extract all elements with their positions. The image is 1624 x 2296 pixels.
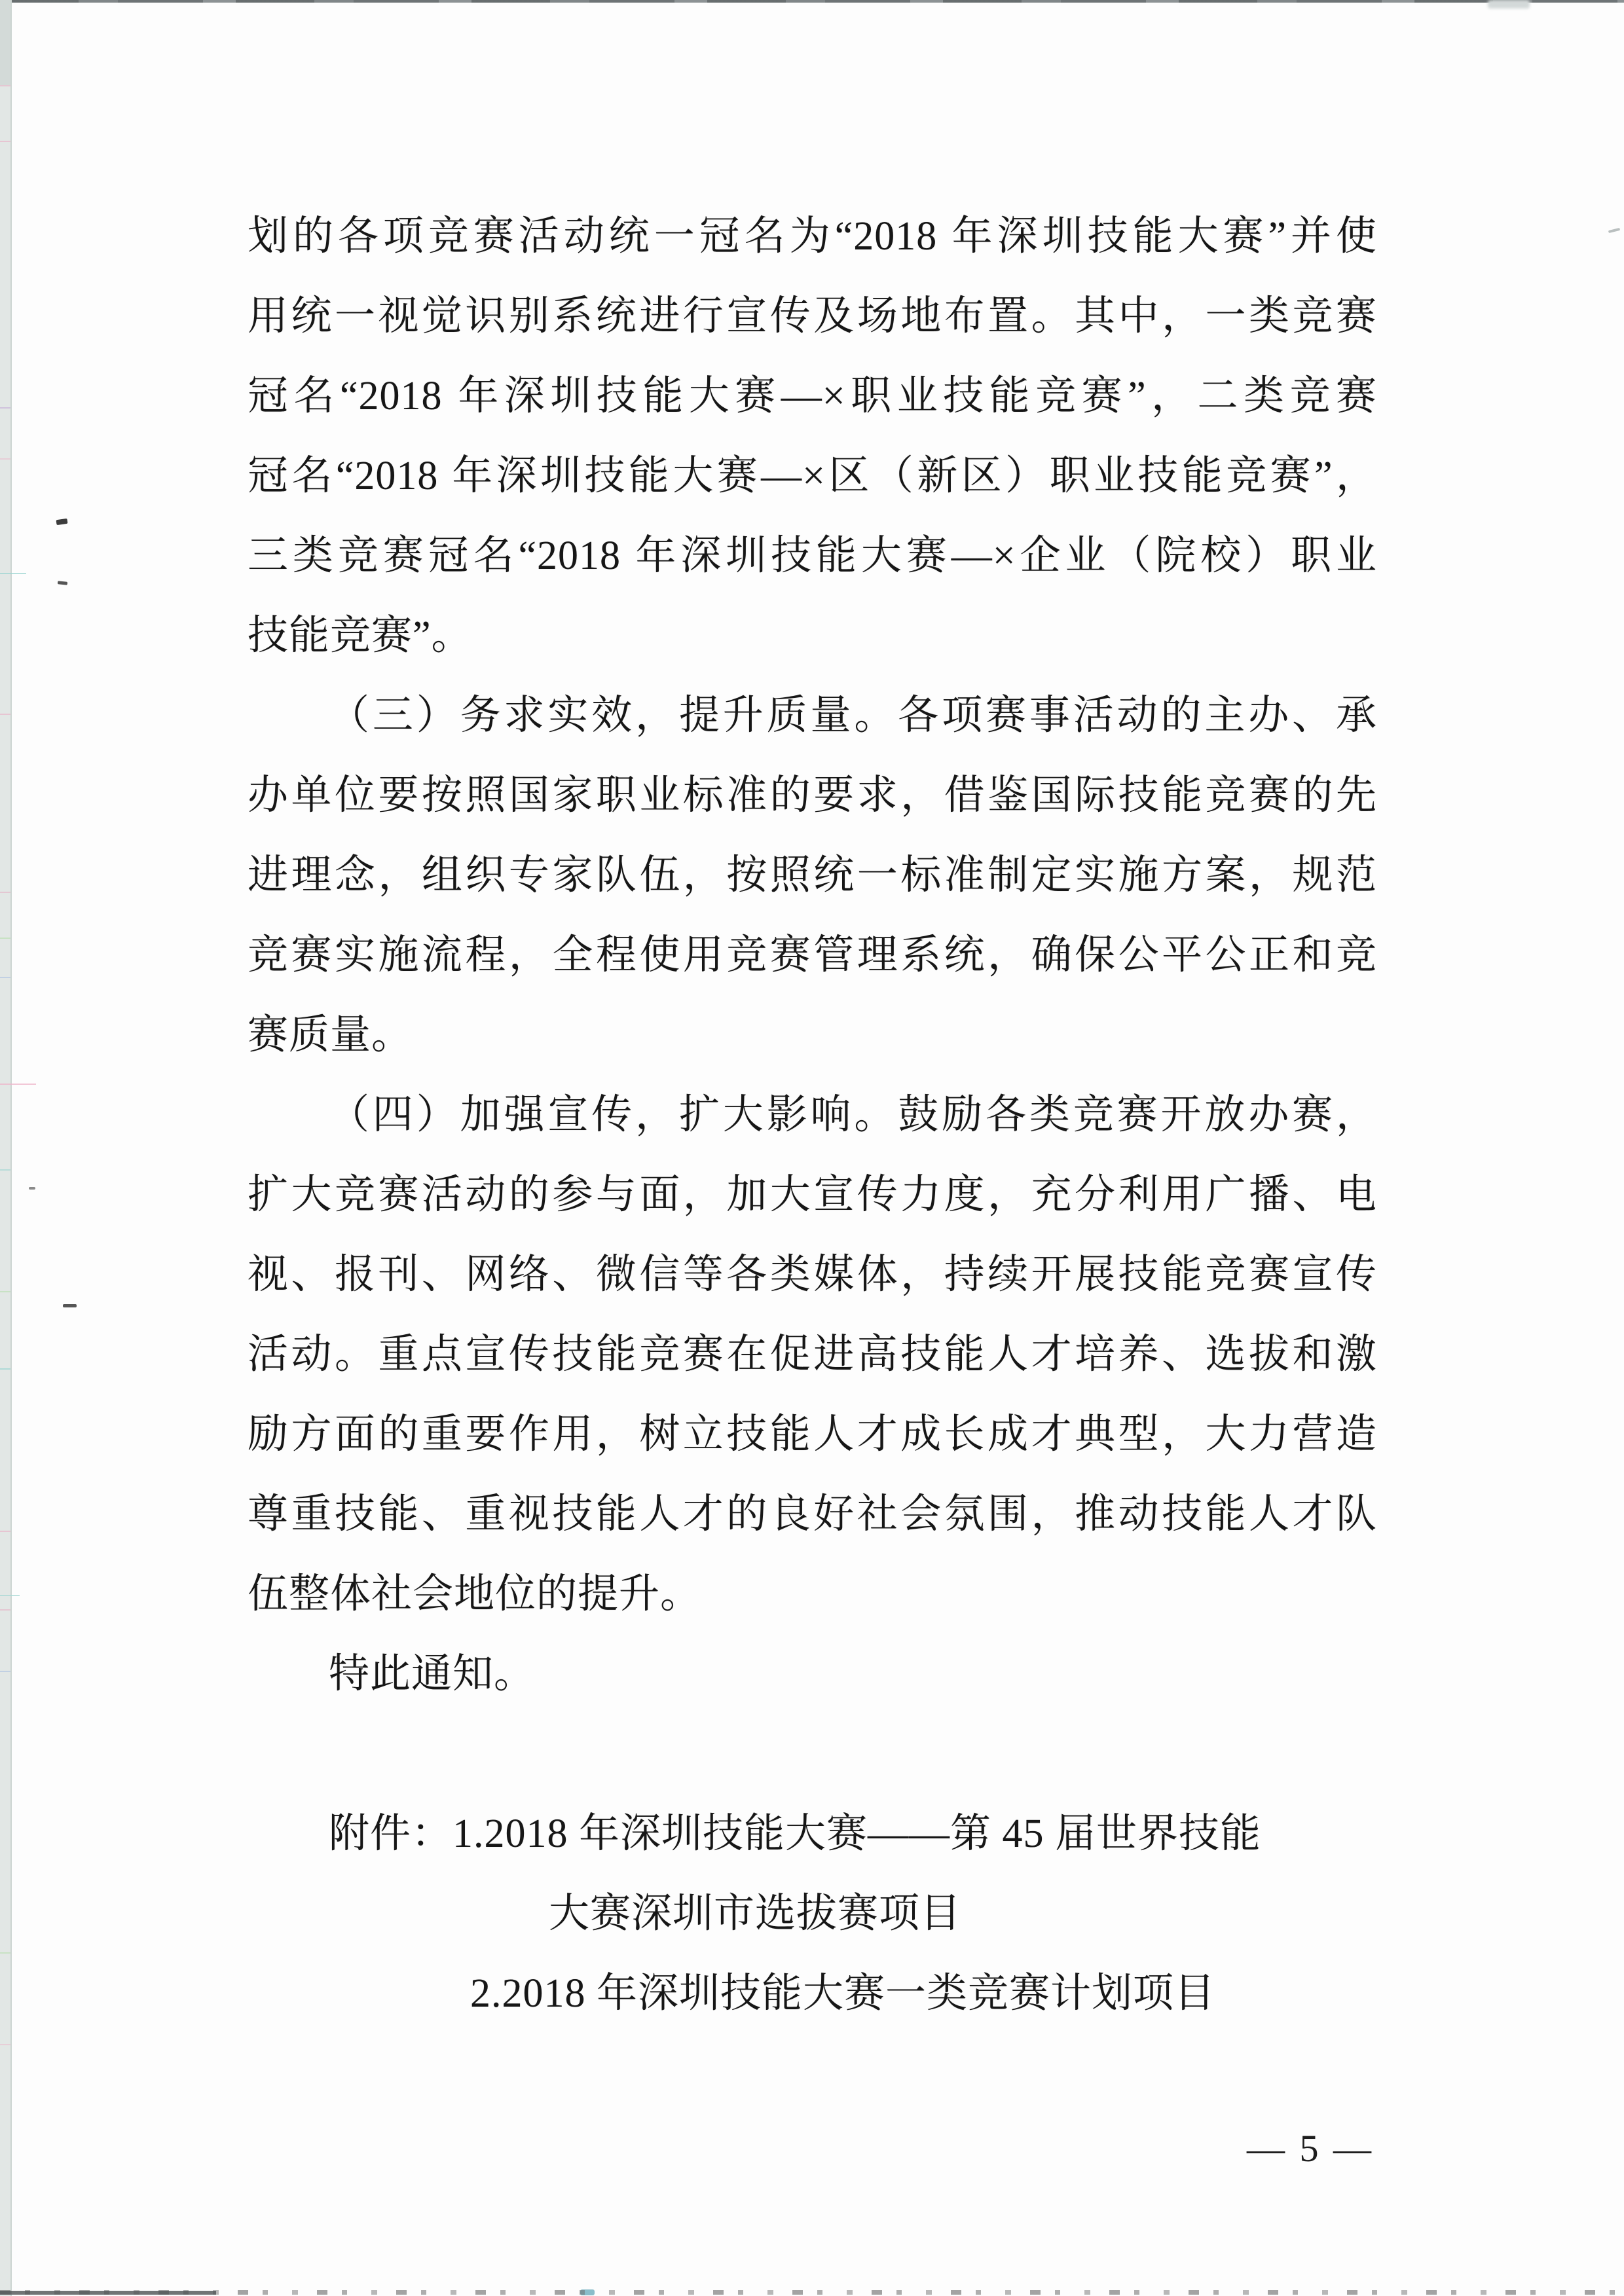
page-number: — 5 — <box>1247 2127 1374 2170</box>
body-line: 进理念，组织专家队伍，按照统一标准制定实施方案，规范 <box>248 853 1377 898</box>
scan-artifact-line <box>0 1368 10 1370</box>
scan-artifact-line <box>0 1084 36 1085</box>
scan-artifact-line <box>0 1531 10 1532</box>
body-line: 伍整体社会地位的提升。 <box>248 1572 702 1616</box>
scan-speck <box>63 1304 77 1307</box>
body-line: 冠名“2018 年深圳技能大赛—×职业技能竞赛”，二类竞赛 <box>248 374 1377 418</box>
scan-edge-bottom-dark <box>0 2291 216 2295</box>
body-line: 用统一视觉识别系统进行宣传及场地布置。其中，一类竞赛 <box>248 294 1377 338</box>
scan-edge-top <box>0 0 1624 3</box>
body-line: 技能竞赛”。 <box>248 613 473 658</box>
scan-strip-left-dark <box>0 0 10 85</box>
paragraph-start-line: （三）务求实效，提升质量。各项赛事活动的主办、承 <box>329 693 1377 738</box>
body-line: 励方面的重要作用，树立技能人才成长成才典型，大力营造 <box>248 1412 1377 1457</box>
scan-artifact-line <box>0 1169 10 1171</box>
body-line: 活动。重点宣传技能竞赛在促进高技能人才培养、选拔和激 <box>248 1332 1377 1377</box>
scan-artifact-line <box>0 938 10 939</box>
body-line: 划的各项竞赛活动统一冠名为“2018 年深圳技能大赛”并使 <box>248 214 1377 259</box>
body-line: 冠名“2018 年深圳技能大赛—×区（新区）职业技能竞赛”， <box>248 454 1377 498</box>
attachment-line-1-cont: 大赛深圳市选拔赛项目 <box>549 1891 962 1936</box>
scan-artifact-line <box>0 85 10 86</box>
scan-artifact-line <box>0 573 26 574</box>
scan-smudge-top-right <box>1488 0 1530 9</box>
attachment-line-2: 2.2018 年深圳技能大赛一类竞赛计划项目 <box>470 1971 1216 2016</box>
body-line: 竞赛实施流程，全程使用竞赛管理系统，确保公平公正和竞 <box>248 933 1377 977</box>
scan-speck <box>58 581 67 585</box>
scan-edge-bottom <box>0 2290 1624 2295</box>
scan-speck <box>56 519 68 525</box>
body-line: 尊重技能、重视技能人才的良好社会氛围，推动技能人才队 <box>248 1492 1377 1537</box>
scan-artifact-line <box>0 977 10 978</box>
body-line: 赛质量。 <box>248 1013 413 1057</box>
scan-artifact-line <box>0 1291 10 1292</box>
scan-strip-left <box>0 0 12 2296</box>
scan-speck <box>1608 228 1620 233</box>
blank-line <box>248 1714 1377 1794</box>
body-line: 办单位要按照国家职业标准的要求，借鉴国际技能竞赛的先 <box>248 773 1377 818</box>
attachment-line-1: 附件：1.2018 年深圳技能大赛——第 45 届世界技能 <box>329 1812 1262 1856</box>
scan-artifact-line <box>0 141 10 142</box>
scan-artifact-line <box>0 714 10 715</box>
scan-artifact-line <box>0 892 10 893</box>
body-line: 视、报刊、网络、微信等各类媒体，持续开展技能竞赛宣传 <box>248 1252 1377 1297</box>
scan-speck <box>29 1187 35 1190</box>
scan-artifact-line <box>0 458 10 460</box>
document-body <box>248 196 1377 2033</box>
scan-artifact-line <box>0 1595 20 1596</box>
scan-artifact-line <box>0 1609 10 1611</box>
scan-artifact-line <box>0 1671 10 1672</box>
closing-line: 特此通知。 <box>329 1652 536 1696</box>
scan-artifact-line <box>0 407 10 409</box>
paragraph-start-line: （四）加强宣传，扩大影响。鼓励各类竞赛开放办赛， <box>329 1093 1377 1137</box>
scan-artifact-line <box>0 2044 10 2045</box>
body-line: 三类竞赛冠名“2018 年深圳技能大赛—×企业（院校）职业 <box>248 534 1377 578</box>
scan-artifact-line <box>0 1952 10 1954</box>
body-line: 扩大竞赛活动的参与面，加大宣传力度，充分利用广播、电 <box>248 1173 1377 1217</box>
